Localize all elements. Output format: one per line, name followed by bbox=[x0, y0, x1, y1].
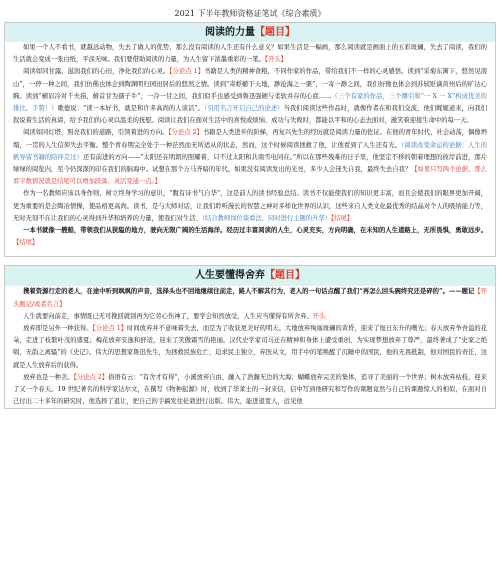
text-run: 俗语有云：“有舍才有得”，小溪放弃自由，融入了浩瀚无边的大海；蝴蝶放弃完美的集体，追寻了美丽的一个世界；树木放弃枯枝，迎来了又一个春天。19 世纪著名的科学家达尔文，在撰写《物种起源》时，收到了华莱士的一封来信，信中写到他研究和写作的课题竟然与自己的课题惊人的相似，在面对自己付出二十多年的研究时，他选择了退让，把自己的手稿发往伦敦进行出版。伟大，能进退宽人，远见他 bbox=[13, 373, 488, 406]
essay2-paragraph-opening bbox=[5, 311, 495, 323]
text-run: 书籍是人类的精神食粮，不同作家的作品，带给我们不一样的心灵感悟。读到“采菊东篱下，悠然见南山”，一停一种之间，我们仿佛也体会到陶渊明归园田居后的悠然之情。读到“寄蜉蝣于天地，渺沧海之一粟”，一寄一渺之间，我们好像也体会到苏轼贬谪黄州后的旷达心胸。读到“横眉冷对千夫指，俯首甘为孺子牛”，一冷一甘之间，我们似乎也感受到鲁迅强硬与柔软并存的心底…… bbox=[13, 68, 487, 100]
text-run: 放弃也是一种美。 bbox=[23, 373, 74, 381]
text-run: 时间放弃并不意味着失去，而是为了收获更美好的明天。大地放弃绚丽斑斓的黄昏，迎来了旭日东升的曙光；春天放弃争吾溢的花朵，走进了枝繁叶茂的盛夏；梅花放弃安逸和舒适，迎来了笑傲霜雪的艳丽。汉代史学家司马迁在精神和身体上遭受重创，为实现梦想放弃了尊严，最终著成了“史家之绝唱，无韵之离骚”的《史记》。伟大的思想家鲁迅先生，为拯救民族危亡，迫求民主独立，弃医从文，用手中的笔唤醒了沉睡中的国民，他的无畏抵制，他对国民的责任，这就是人生放弃后的获得。 bbox=[13, 325, 488, 369]
essay1-paragraph-opening bbox=[5, 42, 495, 66]
essay1-paragraph-teacher bbox=[5, 188, 495, 225]
note-text-run: （引用名言开启自己的论述） bbox=[204, 105, 284, 113]
text-run: 人生就要向前走，事情既已无可挽回就别再为它劳心伤神了，要学会知然放受，人生应当懂得有所舍弃。 bbox=[23, 312, 313, 320]
tag-text-run: 开头 bbox=[312, 312, 326, 320]
essay2-paragraph-point1 bbox=[5, 323, 495, 372]
text-run: 阅读如同甘露，滋润我们的心田，净化我们的心灵。 bbox=[23, 68, 170, 76]
tag-text-run: 【分论点 2】 bbox=[73, 373, 109, 381]
tag-text-run: 【结尾】 bbox=[13, 239, 39, 247]
text-run: 如果一个人不看书，就越远动物，失去了做人的优势，那么没有阅读的人生还有什么意义？如果生活是一幅画，那么阅读就是画面上的五彩斑斓，失去了阅读，我们的生活就会变成一张白纸，平淡无味。我们要借助阅读的力量，为人生留下浓墨重彩的一笔。 bbox=[13, 44, 487, 64]
tag-text-run: 【开头题记/或者名言】 bbox=[13, 288, 487, 308]
lead-text-run: 一本书就像一艘船，带领我们从狭隘的地方，驶向无限广阔的生活海洋。经历过丰富阅读的人生，心灵充实，方向明确，在未知的人生道路上，无所畏惧，勇敢远步。 bbox=[23, 227, 487, 235]
tag-text-run: 【分论点 1】 bbox=[92, 325, 128, 333]
tag-text-run: 【如果只写两个论据，那么看字数情况就是结尾可以增加段落，灵活变通一点。】 bbox=[13, 166, 488, 186]
tag-text-run: 【分论点 1】 bbox=[169, 68, 205, 76]
essay2-paragraph-point2 bbox=[5, 372, 495, 409]
essay-block-letting-go bbox=[4, 265, 496, 409]
essay-title-letting-go bbox=[5, 266, 495, 286]
note-text-run: （三个有家的作品，三个播引和“一 X 一 X”构成优美的排比，手赞！） bbox=[13, 92, 487, 113]
text-run: 放弃即是另外一种获得。 bbox=[23, 325, 93, 333]
essay-title-text: 阅读的力量 bbox=[205, 27, 255, 38]
essay1-paragraph-point2 bbox=[5, 127, 495, 188]
essay-title-reading bbox=[5, 23, 495, 42]
tag-text-run: 【开头】 bbox=[264, 56, 287, 64]
essay2-paragraph-epigraph bbox=[5, 286, 495, 310]
tag-text-run: 【结尾】 bbox=[331, 214, 354, 222]
text-run: 书籍是人类进步的阶梯，再复兴先生的经历就是阅读力量的佐证。在他的青年时代，社会动荡，偶像坍塌，一贯的人生信仰失去平衡。整个青春期完全处于一种茫然而无所适从的状态，然而，这个时候阅读拯救了他，让他看到了人生还有光。 bbox=[13, 129, 488, 149]
essay-block-reading bbox=[4, 22, 496, 257]
text-run: 歌德说：“读一本好书，就是和许多高尚的人谈话”。 bbox=[57, 105, 205, 113]
essay1-paragraph-point1 bbox=[5, 66, 495, 127]
essay-title-text: 人生要懂得舍弃 bbox=[195, 270, 265, 282]
title-tag: 【题目】 bbox=[265, 270, 305, 282]
note-text-run: （阅读改变命运的论据：人生的帆导留书籍的陪伴走过） bbox=[13, 141, 488, 161]
title-tag: 【题目】 bbox=[255, 27, 295, 38]
note-text-run: （结合教师岗位谈看法，同时进行主题的升华） bbox=[201, 214, 331, 222]
tag-text-run: 【分论点 2】 bbox=[168, 129, 203, 137]
text-run: 作为一名教师应该以身作则，树立终身学习的意识，“腹有诗书气自华”，这是前人的读书经验总结。读书不仅能使我们的知识更丰富，而且会使我们的眼界更加开阔，更为重要的是会陶冶情操，使品格更高尚。读书，是与大师对话，让我们聆听漫长的智慧之神对多样化世界的认识，这些来自人类文化最优秀的结晶对个人的吸纳能力等，无时无刻不在让我们的心灵得到升华和培养的力量，使我们对生活、 bbox=[13, 190, 487, 222]
essay1-paragraph-conclusion bbox=[5, 225, 495, 249]
text-run: 阅读如同灯塔，照亮我们的道路，引领着进的方向。 bbox=[23, 129, 169, 137]
document-header: 2021 下半年教师资格证笔试《综合素质》 bbox=[174, 9, 326, 18]
text-run: 还有前进的方向——“太阳还在明朗的照耀着，只不过太阳和共南雪电同在。”所以在那些残难的日子里，他坚定不移的朝着理想的彼岸前进，那片绿绿的阅览内，至今仍深深的印在我们的脑海中。试想在那个万马齐暗的年代，如果没有阅读发出的光亮，多少人会迷失自我，最终失去自我？ bbox=[13, 153, 487, 174]
text-run: 当我们阅读这些作品时，就像作者在和我们交流，他们娓娓道来，向我们叙说着生活的真谛，给予我们的心灵以温柔的抚慰。阅读让我们在面对生活中的喜悦或烦恼、成功与失败时，都能以平和的心态去面对，澈笑着迎接生命中的每一天。 bbox=[13, 105, 487, 125]
lead-text-run: 携着资源行走的老人，在途中听到飒飒的声音，选择头也不回地继续往前走，路人不解其行为，老人的一句话点醒了我们“再怎么回头碗终究还是碎的”。——题记 bbox=[23, 288, 475, 296]
